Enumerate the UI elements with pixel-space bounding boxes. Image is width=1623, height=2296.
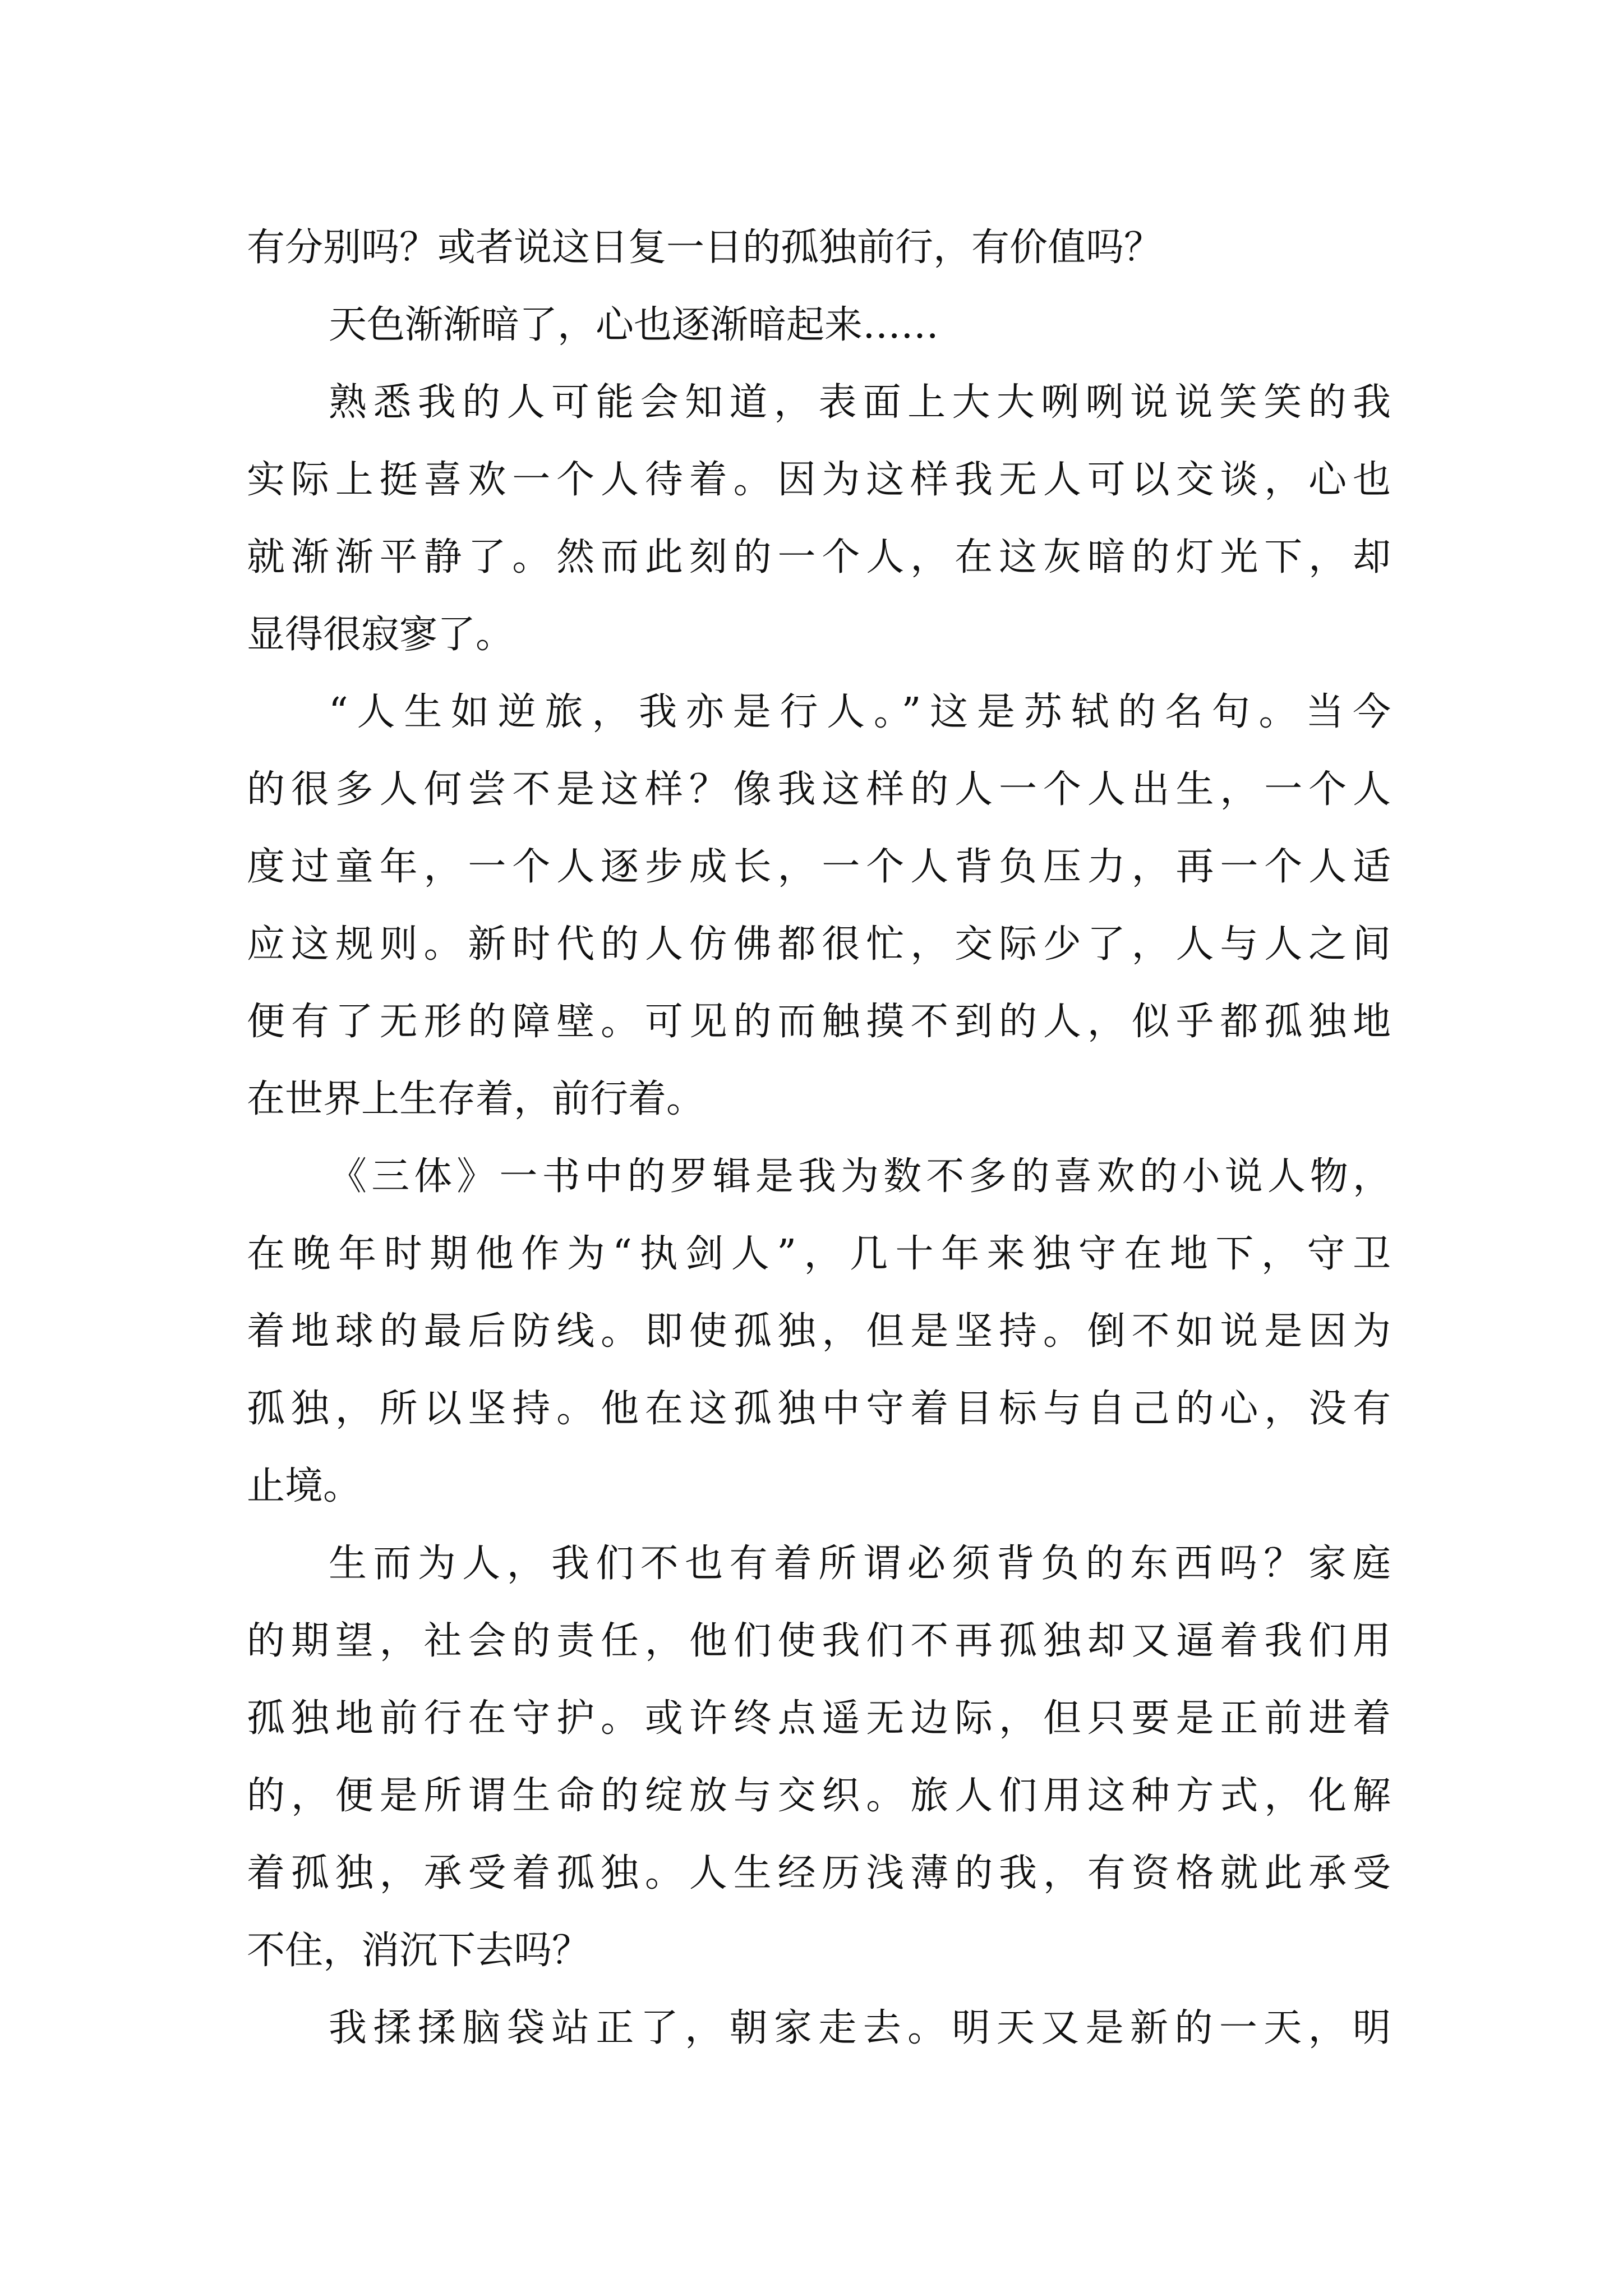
text-line-20: 孤独地前行在守护。或许终点遥无边际，但只要是正前进着 xyxy=(247,1696,1391,1741)
text-line-21: 的，便是所谓生命的绽放与交织。旅人们用这种方式，化解 xyxy=(247,1774,1391,1818)
text-line-18: 生而为人，我们不也有着所谓必须背负的东西吗？家庭 xyxy=(329,1542,1391,1586)
text-line-9: 度过童年，一个人逐步成长，一个人背负压力，再一个人适 xyxy=(247,845,1391,889)
text-line-2: 天色渐渐暗了，心也逐渐暗起来…… xyxy=(329,303,939,347)
text-line-6: 显得很寂寥了。 xyxy=(247,613,514,657)
text-line-1: 有分别吗？或者说这日复一日的孤独前行，有价值吗？ xyxy=(247,226,1163,270)
text-line-17: 止境。 xyxy=(247,1464,362,1508)
text-line-14: 在晚年时期他作为“执剑人”，几十年来独守在地下，守卫 xyxy=(247,1232,1391,1276)
text-line-7: “人生如逆旅，我亦是行人。”这是苏轼的名句。当今 xyxy=(329,690,1391,734)
text-line-15: 着地球的最后防线。即使孤独，但是坚持。倒不如说是因为 xyxy=(247,1309,1391,1354)
text-line-11: 便有了无形的障壁。可见的而触摸不到的人，似乎都孤独地 xyxy=(247,1000,1391,1044)
text-line-8: 的很多人何尝不是这样？像我这样的人一个人出生，一个人 xyxy=(247,767,1391,812)
text-line-13: 《三体》一书中的罗辑是我为数不多的喜欢的小说人物， xyxy=(329,1154,1391,1199)
text-line-19: 的期望，社会的责任，他们使我们不再孤独却又逼着我们用 xyxy=(247,1619,1391,1663)
text-line-4: 实际上挺喜欢一个人待着。因为这样我无人可以交谈，心也 xyxy=(247,458,1391,502)
text-line-5: 就渐渐平静了。然而此刻的一个人，在这灰暗的灯光下，却 xyxy=(247,535,1391,579)
text-line-10: 应这规则。新时代的人仿佛都很忙，交际少了，人与人之间 xyxy=(247,922,1391,967)
text-line-23: 不住，消沉下去吗？ xyxy=(247,1929,591,1973)
text-line-12: 在世界上生存着，前行着。 xyxy=(247,1077,705,1121)
text-line-24: 我揉揉脑袋站正了，朝家走去。明天又是新的一天，明 xyxy=(329,2006,1391,2050)
text-line-22: 着孤独，承受着孤独。人生经历浅薄的我，有资格就此承受 xyxy=(247,1851,1391,1895)
text-line-16: 孤独，所以坚持。他在这孤独中守着目标与自己的心，没有 xyxy=(247,1387,1391,1431)
text-line-3: 熟悉我的人可能会知道，表面上大大咧咧说说笑笑的我 xyxy=(329,380,1391,425)
